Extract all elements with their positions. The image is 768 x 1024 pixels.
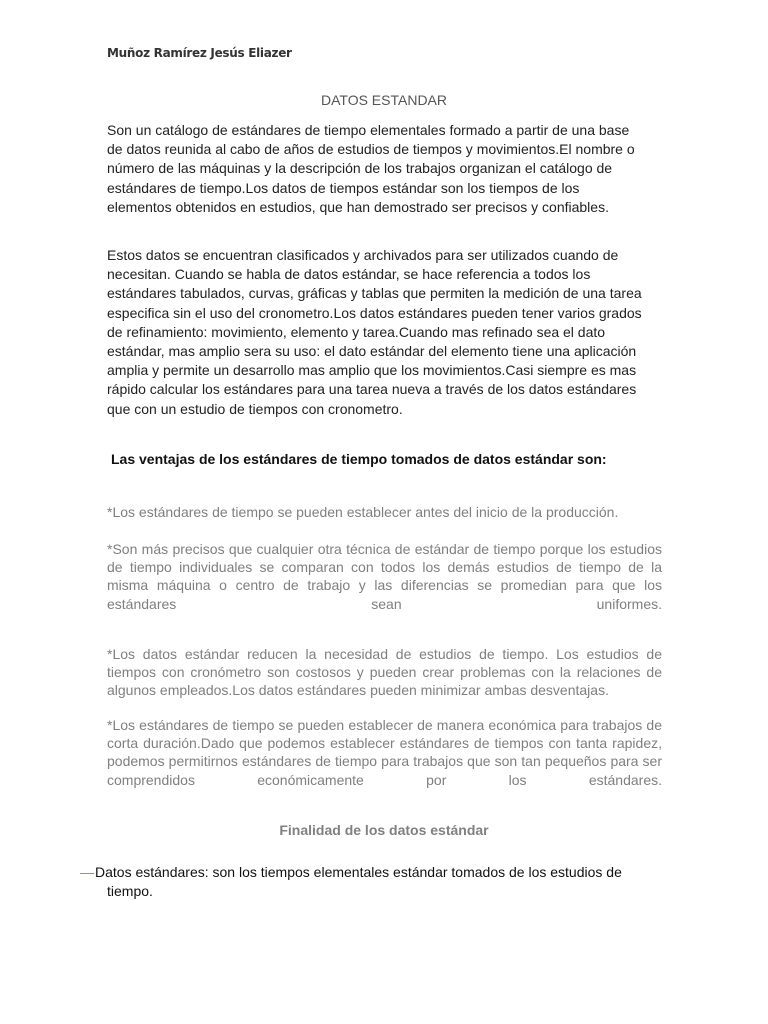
- paragraph-definition: Son un catálogo de estándares de tiempo elementales formado a partir de una base de datos reunida al cabo de años de estudios de tiempos y movimientos.El nombre o número de las máquinas y la descripción de los trabajos organizan el catálogo de estándares de tiempo.Los datos de tiempos estándar son los tiempos de los elementos obtenidos en estudios, que han demostrado ser precisos y confiables.: [107, 122, 635, 215]
- advantage-item: *Los estándares de tiempo se pueden establecer antes del inicio de la producción.: [107, 504, 619, 520]
- advantage-item: *Son más precisos que cualquier otra técnica de estándar de tiempo porque los estudios de tiempo individuales se comparan con todos los demás estudios de tiempo de la misma máquina o centro de trabajo y las diferencias se promedian para que los estándares sean uniformes.: [107, 541, 662, 612]
- bullet-item: [80, 863, 665, 901]
- advantage-item: *Los datos estándar reducen la necesidad de estudios de tiempo. Los estudios de tiempos con cronómetro son costosos y pueden crear problemas con la relaciones de algunos empleados.Los datos estándares pueden minimizar ambas desventajas.: [107, 646, 662, 699]
- advantage-item: *Los estándares de tiempo se pueden establecer de manera económica para trabajos de corta duración.Dado que podemos establecer estándares de tiempos con tanta rapidez, podemos permitirnos estándares de tiempo para trabajos que son tan pequeños para ser comprendidos económicamente por los estándares.: [107, 717, 662, 788]
- dash-bullet-icon: —: [80, 864, 94, 880]
- document-title: DATOS ESTANDAR: [320, 92, 448, 108]
- purpose-heading: Finalidad de los datos estándar: [279, 822, 489, 838]
- author-name: Muñoz Ramírez Jesús Eliazer: [107, 46, 292, 60]
- advantages-heading: Las ventajas de los estándares de tiempo tomados de datos estándar son:: [111, 451, 607, 467]
- bullet-text: Datos estándares: son los tiempos elementales estándar tomados de los estudios de tiempo.: [95, 864, 622, 899]
- paragraph-classification: Estos datos se encuentran clasificados y archivados para ser utilizados cuando de necesitan. Cuando se habla de datos estándar, se hace referencia a todos los estándares tabulados, curvas, gráficas y tablas que permiten la medición de una tarea especifica sin el uso del cronometro.Los datos estándares pueden tener varios grados de refinamiento: movimiento, elemento y tarea.Cuando mas refinado sea el dato estándar, mas amplio sera su uso: el dato estándar del elemento tiene una aplicación amplia y permite un desarrollo mas amplio que los movimientos.Casi siempre es mas rápido calcular los estándares para una tarea nueva a través de los datos estándares que con un estudio de tiempos con cronometro.: [107, 247, 642, 417]
